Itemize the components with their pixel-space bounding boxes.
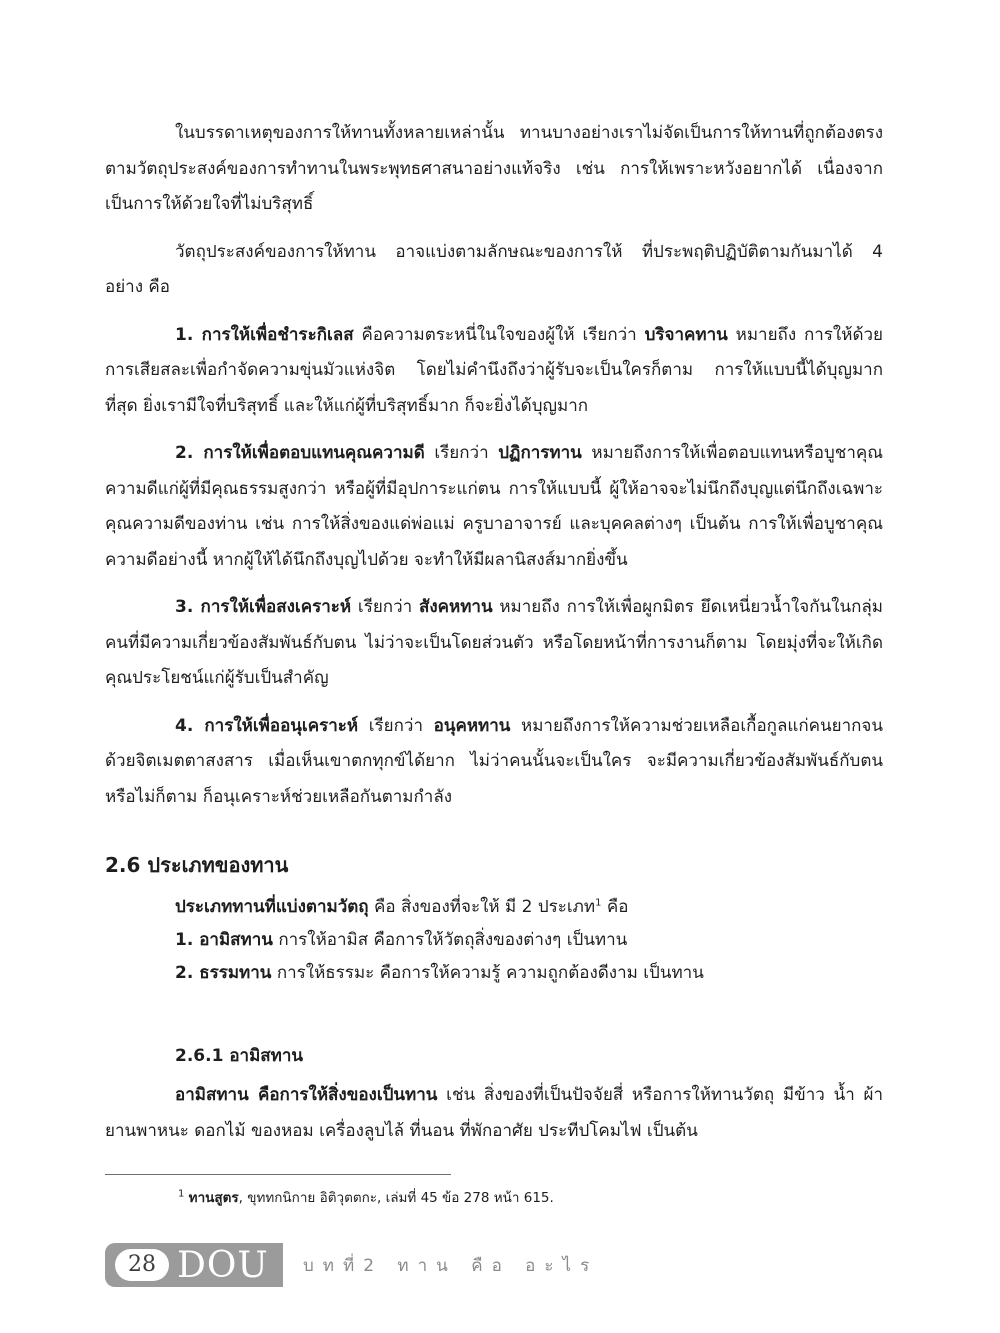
type-item: 2. ธรรมทาน การให้ธรรมะ คือการให้ความรู้ ความถูกต้องดีงาม เป็นทาน [175, 963, 704, 983]
types-lead: ประเภททานที่แบ่งตามวัตถุ คือ สิ่งของที่จะให้ มี 2 ประเภท$^1$ คือ [175, 897, 629, 917]
purpose-item: 3. การให้เพื่อสงเคราะห์ เรียกว่า สังคหทาน หมายถึง การให้เพื่อผูกมิตร ยึดเหนี่ยวน้ำใจกันในกลุ่มคนที่มีความเกี่ยวข้องสัมพันธ์กับตน ไม่ว่าจะเป็นโดยส่วนตัว หรือโดยหน้าที่การงานก็ตาม โดยมุ่งที่จะให้เกิดคุณประโยชน์แก่ผู้รับเป็นสำคัญ [105, 597, 884, 688]
footnote-ref[interactable]: 1 [595, 897, 602, 909]
purpose-item: 2. การให้เพื่อตอบแทนคุณความดี เรียกว่า ปฏิการทาน หมายถึงการให้เพื่อตอบแทนหรือบูชาคุณความดีแก่ผู้ที่มีคุณธรรมสูงกว่า หรือผู้ที่มีอุปการะแก่ตน การให้แบบนี้ ผู้ให้อาจจะไม่นึกถึงบุญแต่นึกถึงเฉพาะคุณความดีของท่าน เช่น การให้สิ่งของแด่พ่อแม่ ครูบาอาจารย์ และบุคคลต่างๆ เป็นต้น การให้เพื่อบูชาคุณความดีอย่างนี้ หากผู้ให้ได้นึกถึงบุญไปด้วย จะทำให้มีผลานิสงส์มากยิ่งขึ้น [105, 443, 884, 570]
footnote-divider [105, 1174, 451, 1175]
chapter-title: บทที่2 ทาน คือ อะไร [303, 1255, 599, 1276]
page-footer [105, 1243, 598, 1287]
purpose-term: ปฏิการทาน [498, 443, 582, 463]
types-list [105, 891, 883, 990]
footnote-mark: 1 [178, 1188, 185, 1200]
subsection-paragraph: อามิสทาน คือการให้สิ่งของเป็นทาน เช่น สิ่งของที่เป็นปัจจัยสี่ หรือการให้ทานวัตถุ มีข้าว น้ำ ผ้า ยานพาหนะ ดอกไม้ ของหอม เครื่องลูบไล้ ที่นอน ที่พักอาศัย ประทีปโคมไฟ เป็นต้น [105, 1085, 883, 1141]
brand-logo: DOU [177, 1244, 269, 1286]
purpose-intro-paragraph: วัตถุประสงค์ของการให้ทาน อาจแบ่งตามลักษณะของการให้ ที่ประพฤติปฏิบัติตามกันมาได้ 4 อย่าง คือ [105, 241, 883, 297]
purpose-heading: 1. การให้เพื่อชำระกิเลส [175, 324, 354, 345]
purpose-item: 4. การให้เพื่ออนุเคราะห์ เรียกว่า อนุคหทาน หมายถึงการให้ความช่วยเหลือเกื้อกูลแก่คนยากจนด้วยจิตเมตตาสงสาร เมื่อเห็นเขาตกทุกข์ได้ยาก ไม่ว่าคนนั้นจะเป็นใคร จะมีความเกี่ยวข้องสัมพันธ์กับตนหรือไม่ก็ตาม ก็อนุเคราะห์ช่วยเหลือกันตามกำลัง [105, 715, 883, 807]
intro-paragraph: ในบรรดาเหตุของการให้ทานทั้งหลายเหล่านั้น ทานบางอย่างเราไม่จัดเป็นการให้ทานที่ถูกต้องตรงตามวัตถุประสงค์ของการทำทานในพระพุทธศาสนาอย่างแท้จริง เช่น การให้เพราะหวังอยากได้ เนื่องจากเป็นการให้ด้วยใจที่ไม่บริสุทธิ์ [105, 123, 883, 214]
purpose-term: สังคหทาน [418, 597, 493, 617]
page-number: 28 [115, 1249, 169, 1281]
purpose-term: อนุคหทาน [433, 715, 511, 736]
purpose-heading: 4. การให้เพื่ออนุเคราะห์ [175, 715, 359, 736]
purpose-heading: 2. การให้เพื่อตอบแทนคุณความดี [175, 443, 425, 463]
page-body [105, 116, 883, 1149]
purpose-heading: 3. การให้เพื่อสงเคราะห์ [175, 597, 352, 617]
footer-badge [105, 1243, 283, 1287]
purpose-term: บริจาคทาน [644, 324, 728, 345]
purpose-item: 1. การให้เพื่อชำระกิเลส คือความตระหนี่ในใจของผู้ให้ เรียกว่า บริจาคทาน หมายถึง การให้ด้วยการเสียสละเพื่อกำจัดความขุ่นมัวแห่งจิต โดยไม่คำนึงถึงว่าผู้รับจะเป็นใครก็ตาม การให้แบบนี้ได้บุญมากที่สุด ยิ่งเรามีใจที่บริสุทธิ์ และให้แก่ผู้ที่บริสุทธิ์มาก ก็จะยิ่งได้บุญมาก [105, 324, 883, 416]
footnote: $^1$ ทานสูตร, ขุททกนิกาย อิติวุตตกะ, เล่มที่ 45 ข้อ 278 หน้า 615. [178, 1188, 554, 1206]
subsection-heading: 2.6.1 อามิสทาน [175, 1046, 304, 1066]
section-heading: 2.6 ประเภทของทาน [105, 853, 289, 877]
type-item: 1. อามิสทาน การให้อามิส คือการให้วัตถุสิ่งของต่างๆ เป็นทาน [175, 930, 628, 950]
